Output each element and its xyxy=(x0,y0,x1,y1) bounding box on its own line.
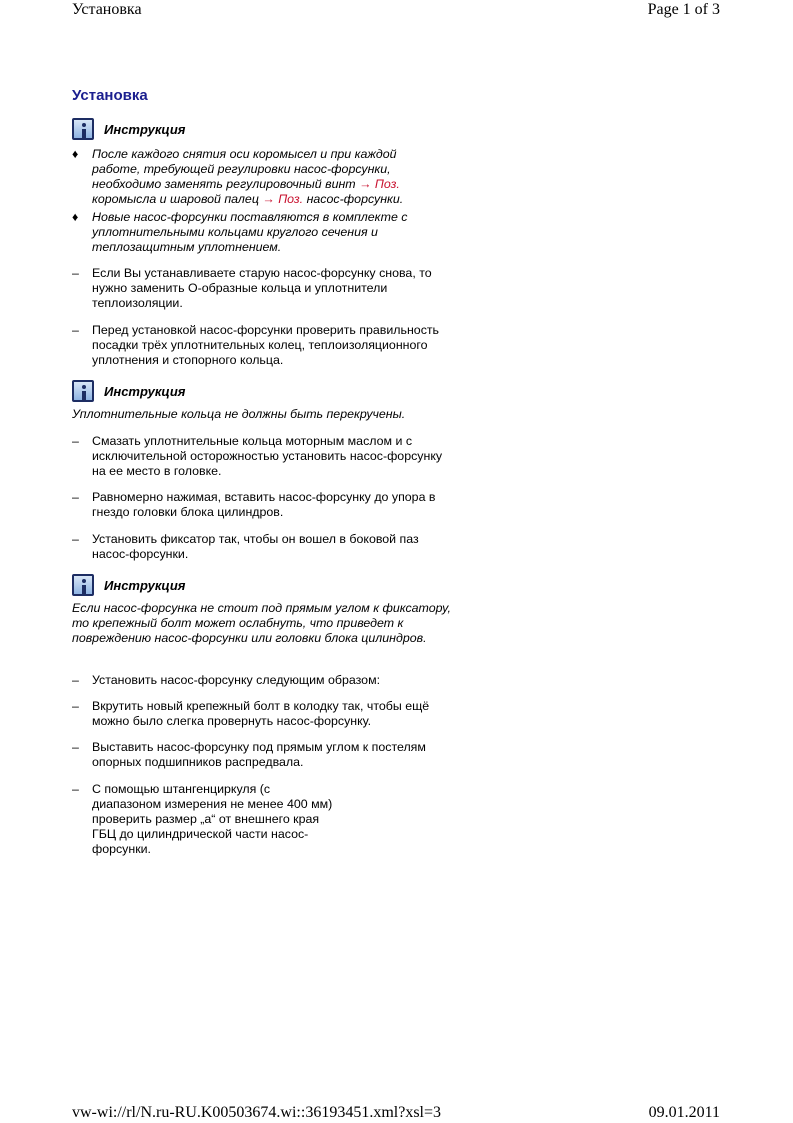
dash-marker: – xyxy=(72,782,79,796)
step-item xyxy=(72,266,472,311)
note-text: Уплотнительные кольца не должны быть перекручены. xyxy=(72,407,406,421)
bullet-text: коромысла и шаровой палец xyxy=(92,192,259,206)
step-text: Равномерно нажимая, вставить насос-форсунку до упора в гнездо головки блока цилиндров. xyxy=(92,490,436,519)
page-number: Page 1 of 3 xyxy=(647,1,720,18)
list-item xyxy=(72,210,472,255)
step-text: Выставить насос-форсунку под прямым углом к постелям опорных подшипников распредвала. xyxy=(92,740,426,769)
instruction-note xyxy=(72,378,185,404)
instruction-note xyxy=(72,116,185,142)
step-item xyxy=(72,782,472,857)
bullet-marker: ♦ xyxy=(72,210,79,224)
step-text: Установить насос-форсунку следующим образом: xyxy=(92,673,381,687)
dash-marker: – xyxy=(72,266,79,280)
step-item xyxy=(72,699,472,729)
position-link[interactable]: → Поз. xyxy=(262,192,304,206)
step-item xyxy=(72,323,472,368)
bullet-text: насос-форсунки. xyxy=(306,192,404,206)
dash-marker: – xyxy=(72,434,79,448)
note-text: Если насос-форсунка не стоит под прямым углом к фиксатору, то крепежный болт может ослабнуть, что приведет к повреждению насос-форсунки или головки блока цилиндров. xyxy=(72,601,451,645)
dash-marker: – xyxy=(72,699,79,713)
step-item xyxy=(72,434,472,479)
instruction-note xyxy=(72,572,185,598)
dash-marker: – xyxy=(72,323,79,337)
step-item xyxy=(72,740,472,770)
step-text: Вкрутить новый крепежный болт в колодку так, чтобы ещё можно было слегка провернуть насос-форсунку. xyxy=(92,699,430,728)
info-icon xyxy=(72,574,94,596)
info-icon xyxy=(72,380,94,402)
instruction-label: Инструкция xyxy=(104,577,186,593)
step-text: Если Вы устанавливаете старую насос-форсунку снова, то нужно заменить О-образные кольца и уплотнители теплоизоляции. xyxy=(92,266,432,310)
bullet-text: После каждого снятия оси коромысел и при каждой работе, требующей регулировки насос-форсунки, необходимо заменять регулировочный винт xyxy=(92,147,397,191)
step-text: Установить фиксатор так, чтобы он вошел в боковой паз насос-форсунки. xyxy=(92,532,419,561)
step-text: Перед установкой насос-форсунки проверить правильность посадки трёх уплотнительных колец, теплоизоляционного уплотнения и стопорного кольца. xyxy=(92,323,440,367)
position-link[interactable]: → Поз. xyxy=(359,177,400,191)
step-text: Смазать уплотнительные кольца моторным маслом и с исключительной осторожностью установить насос-форсунку на ее место в головке. xyxy=(92,434,443,478)
step-item xyxy=(72,673,472,688)
dash-marker: – xyxy=(72,532,79,546)
instruction-label: Инструкция xyxy=(104,383,186,399)
step-item xyxy=(72,532,472,562)
footer-url: vw-wi://rl/N.ru-RU.K00503674.wi::36193451.xml?xsl=3 xyxy=(72,1104,442,1121)
bullet-text: Новые насос-форсунки поставляются в комплекте с уплотнительными кольцами круглого сечения и теплозащитным уплотнением. xyxy=(92,210,408,254)
bullet-marker: ♦ xyxy=(72,147,79,161)
dash-marker: – xyxy=(72,490,79,504)
footer-date: 09.01.2011 xyxy=(648,1104,720,1121)
list-item xyxy=(72,147,472,207)
instruction-label: Инструкция xyxy=(104,121,186,137)
page-title: Установка xyxy=(72,87,148,104)
header-title: Установка xyxy=(72,1,142,18)
step-item xyxy=(72,490,472,520)
step-text: С помощью штангенциркуля (с диапазоном измерения не менее 400 мм) проверить размер „a“ от внешнего края ГБЦ до цилиндрической части насос-форсунки. xyxy=(92,782,333,856)
dash-marker: – xyxy=(72,673,79,687)
info-icon xyxy=(72,118,94,140)
dash-marker: – xyxy=(72,740,79,754)
